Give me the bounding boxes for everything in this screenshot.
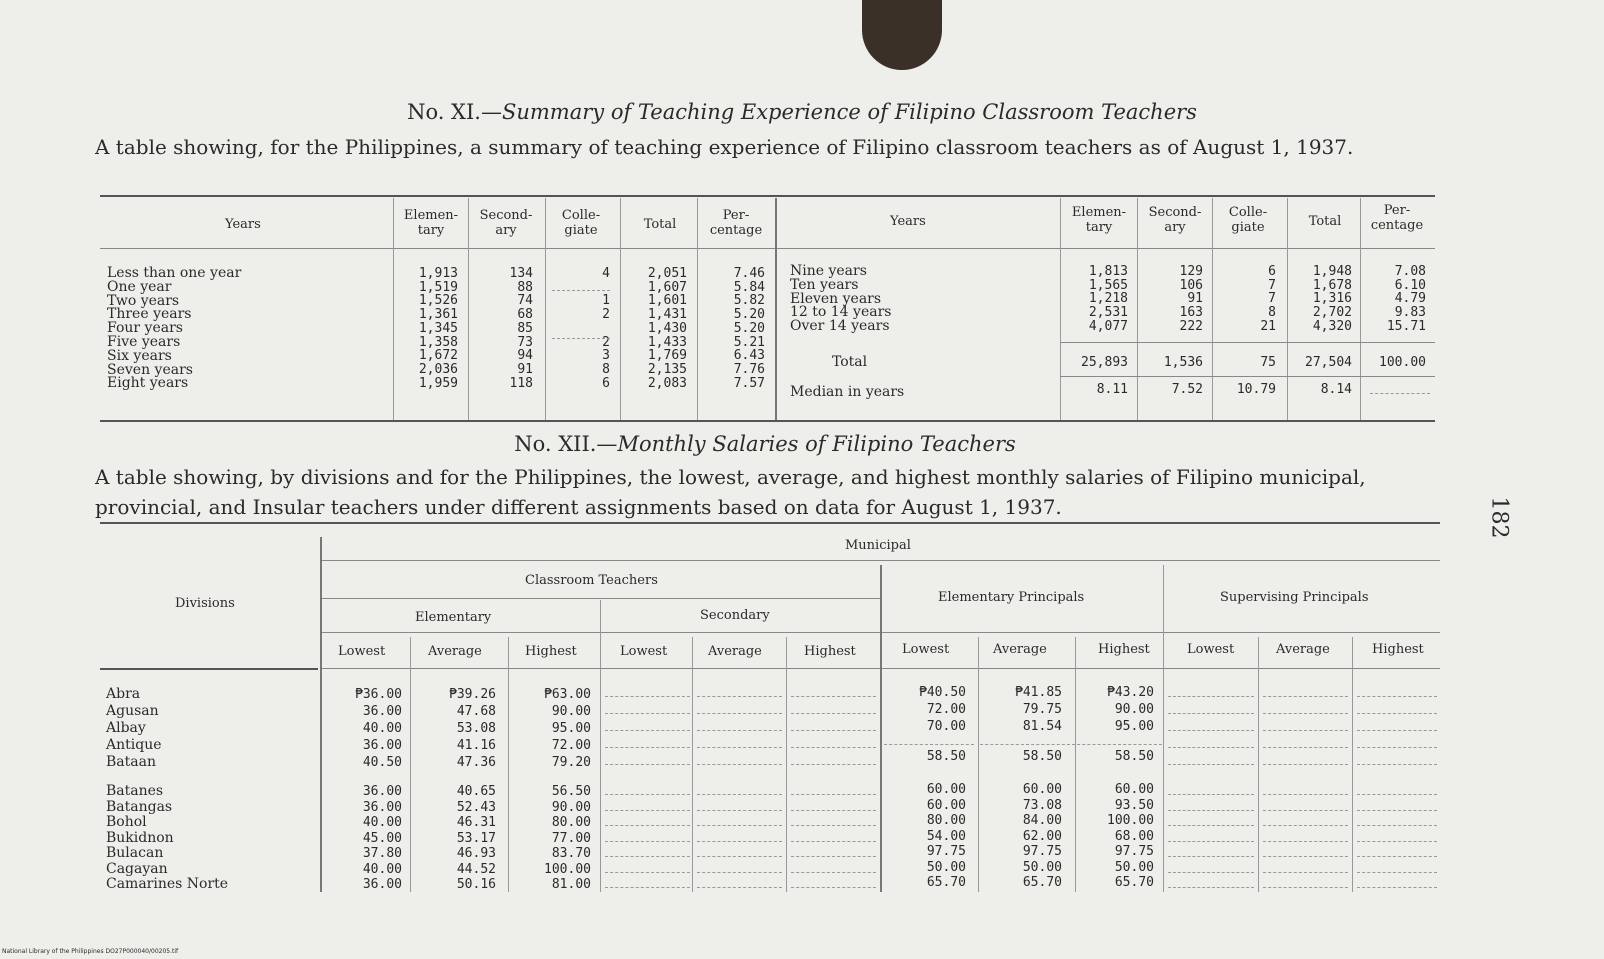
empty-cell-dash [605, 696, 690, 697]
empty-cell-dash [1263, 841, 1348, 842]
empty-cell-dash [697, 730, 782, 731]
empty-cell-dash [1263, 794, 1348, 795]
t11-right-years: Nine years Ten years Eleven years 12 to 14 years Over 14 years [790, 263, 892, 335]
empty-cell-dash [1263, 747, 1348, 748]
page-number: 182 [1486, 496, 1512, 539]
t11-header-percentage: Per-centage [709, 208, 763, 238]
t12-header-elementary: Elementary [415, 610, 492, 625]
t12-sub-highest-1: Highest [525, 644, 577, 659]
empty-cell-dash [697, 887, 782, 888]
t12-g2-ep-highest: 60.00 93.50 100.00 68.00 97.75 50.00 65.70 [1107, 782, 1154, 890]
empty-cell-dash [791, 810, 876, 811]
t11-left-collegiate: 4 1 2 2 3 8 6 [602, 266, 610, 391]
t12-vr-11 [1352, 637, 1353, 892]
empty-cell-dash [791, 825, 876, 826]
t12-vr-9 [1163, 565, 1164, 892]
t11-median-label: Median in years [790, 384, 905, 400]
t11-right-secondary: 129 106 91 163 222 [1179, 264, 1203, 334]
empty-cell-dash [605, 856, 690, 857]
t12-g2-el-highest: 56.50 90.00 80.00 77.00 83.70 100.00 81.00 [544, 784, 591, 892]
empty-cell-dash [1168, 696, 1254, 697]
empty-cell-dash [697, 794, 782, 795]
t11-vr-1 [393, 198, 394, 420]
empty-cell-dash [1357, 747, 1437, 748]
t12-header-divisions: Divisions [175, 596, 235, 611]
t11-total-elementary: 25,893 [1081, 355, 1128, 370]
empty-cell-dash [605, 730, 690, 731]
t12-sub-lowest-1: Lowest [338, 644, 386, 659]
t11-header-collegiate-2: Colle-giate [1228, 205, 1268, 235]
table-11-number: No. XI.— [407, 100, 502, 124]
t11-header-years-2: Years [890, 214, 926, 229]
t11-header-percentage-2: Per-centage [1370, 203, 1424, 233]
page-smudge [862, 0, 942, 70]
t12-sub-average-1: Average [428, 644, 482, 659]
empty-cell-dash [1357, 696, 1437, 697]
empty-cell-dash [1357, 887, 1437, 888]
t11-header-total: Total [643, 217, 677, 232]
t12-header-elementary-principals: Elementary Principals [938, 590, 1085, 605]
empty-cell-dash [605, 825, 690, 826]
empty-cell-dash [1357, 810, 1437, 811]
empty-cell-dash [605, 810, 690, 811]
t11-left-years: Less than one year One year Two years Three years Four years Five years Six years Seven years Eight years [107, 265, 242, 392]
t11-left-percentage: 7.46 5.84 5.82 5.20 5.20 5.21 6.43 7.76 7.57 [733, 266, 765, 391]
table-12-description: A table showing, by divisions and for the Philippines, the lowest, average, and highest monthly salaries of Filipino municipal, provincial, and Insular teachers under different assignments based on data for August 1, 1937. [95, 465, 1366, 519]
t11-left-elementary: 1,913 1,519 1,526 1,361 1,345 1,358 1,672 2,036 1,959 [418, 266, 458, 391]
t11-header-elementary-2: Elemen-tary [1071, 205, 1127, 235]
t12-municipal-rule [320, 560, 1440, 561]
t11-median-rule [1060, 376, 1435, 377]
t12-g2-ep-lowest: 60.00 60.00 80.00 54.00 97.75 50.00 65.70 [926, 782, 966, 890]
empty-cell-dash [791, 696, 876, 697]
t11-header-collegiate: Colle-giate [561, 208, 601, 238]
t12-g2-ep-average: 60.00 73.08 84.00 62.00 97.75 50.00 65.70 [1022, 782, 1062, 890]
t11-total-total: 27,504 [1305, 355, 1352, 370]
t11-header-secondary: Second-ary [479, 208, 533, 238]
t11-total-rule [1060, 342, 1435, 343]
empty-cell-dash [1263, 825, 1348, 826]
empty-cell-dash [697, 747, 782, 748]
empty-cell-dash [1168, 794, 1254, 795]
empty-cell-dash [1168, 887, 1254, 888]
empty-cell-dash [791, 764, 876, 765]
t12-bataan-ep-average: 58.50 [1022, 749, 1062, 764]
t11-median-total: 8.14 [1320, 382, 1352, 397]
empty-cell-dash [791, 747, 876, 748]
t12-g1-el-highest: ₱63.00 90.00 95.00 72.00 79.20 [544, 687, 591, 770]
t11-header-rule [100, 248, 1435, 249]
t12-g1-ep-highest: ₱43.20 90.00 95.00 [1107, 685, 1154, 734]
t12-g1-el-lowest: ₱36.00 36.00 40.00 36.00 40.50 [355, 687, 402, 770]
t11-header-total-2: Total [1308, 214, 1342, 229]
table-11-top-rule [100, 195, 1435, 197]
empty-cell-dash [605, 887, 690, 888]
empty-cell-dash [791, 713, 876, 714]
empty-cell-dash [1263, 887, 1348, 888]
t12-vr-3 [600, 600, 601, 892]
empty-cell-dash [1263, 856, 1348, 857]
t12-g2-el-average: 40.65 52.43 46.31 53.17 46.93 44.52 50.16 [456, 784, 496, 892]
empty-cell-dash [1168, 841, 1254, 842]
t11-vr-6 [1060, 198, 1061, 420]
t12-vr-10 [1258, 637, 1259, 892]
empty-cell-dash [791, 794, 876, 795]
t12-classroom-rule [320, 598, 880, 599]
t12-vr-0 [320, 537, 322, 892]
empty-cell-dash [791, 730, 876, 731]
t11-left-total: 2,051 1,607 1,601 1,431 1,430 1,433 1,769 2,135 2,083 [647, 266, 687, 391]
t11-right-elementary: 1,813 1,565 1,218 2,531 4,077 [1088, 264, 1128, 334]
empty-cell-dash [1357, 713, 1437, 714]
t12-g1-divisions: Abra Agusan Albay Antique Bataan [106, 686, 162, 770]
table-12-caption: Monthly Salaries of Filipino Teachers [617, 432, 1016, 456]
t12-vr-1 [410, 637, 411, 892]
t12-vr-4 [692, 637, 693, 892]
table-11-title [0, 100, 1604, 124]
t12-vr-5 [786, 637, 787, 892]
t11-vr-7 [1137, 198, 1138, 420]
t11-total-label: Total [832, 354, 868, 370]
t12-header-supervising-principals: Supervising Principals [1220, 590, 1369, 605]
t12-bataan-ep-highest: 58.50 [1114, 749, 1154, 764]
t12-sub-average-3: Average [993, 642, 1047, 657]
t12-sub-highest-2: Highest [804, 644, 856, 659]
t12-vr-7 [978, 637, 979, 892]
empty-cell-dash [605, 713, 690, 714]
table-12-number: No. XII.— [514, 432, 618, 456]
empty-cell-dash [791, 856, 876, 857]
empty-cell-dash [1072, 744, 1162, 745]
empty-cell-dash [1263, 730, 1348, 731]
t11-right-total: 1,948 1,678 1,316 2,702 4,320 [1312, 264, 1352, 334]
t11-median-collegiate: 10.79 [1236, 382, 1276, 397]
empty-cell-dash [697, 810, 782, 811]
t12-g1-ep-lowest: ₱40.50 72.00 70.00 [919, 685, 966, 734]
t12-divisions-rule [100, 668, 318, 670]
empty-cell-dash [1357, 794, 1437, 795]
empty-cell-dash [1357, 730, 1437, 731]
table-12-title [0, 432, 1530, 456]
t12-sub-lowest-2: Lowest [620, 644, 668, 659]
t11-median-secondary: 7.52 [1171, 382, 1203, 397]
t12-header-classroom: Classroom Teachers [525, 573, 658, 588]
empty-cell-dash [1168, 810, 1254, 811]
t12-g2-el-lowest: 36.00 36.00 40.00 45.00 37.80 40.00 36.00 [362, 784, 402, 892]
empty-cell-dash [605, 764, 690, 765]
empty-cell-dash [552, 338, 610, 339]
t11-vr-4 [620, 198, 621, 420]
empty-cell-dash [791, 887, 876, 888]
t12-g2-divisions: Batanes Batangas Bohol Bukidnon Bulacan Cagayan Camarines Norte [106, 783, 229, 892]
empty-cell-dash [1168, 856, 1254, 857]
t11-total-secondary: 1,536 [1163, 355, 1203, 370]
t12-bataan-ep-lowest: 58.50 [926, 749, 966, 764]
t11-left-secondary: 134 88 74 68 85 73 94 91 118 [509, 266, 533, 391]
t11-vr-9 [1287, 198, 1288, 420]
t11-vr-3 [545, 198, 546, 420]
empty-cell-dash [1357, 872, 1437, 873]
empty-cell-dash [1263, 872, 1348, 873]
t12-header-municipal: Municipal [845, 538, 911, 553]
t11-header-years: Years [225, 217, 261, 232]
empty-cell-dash [1357, 764, 1437, 765]
t11-vr-8 [1212, 198, 1213, 420]
table-11-description: A table showing, for the Philippines, a summary of teaching experience of Filipino classroom teachers as of August 1, 1937. [95, 135, 1354, 159]
empty-cell-dash [697, 825, 782, 826]
empty-cell-dash [884, 744, 974, 745]
empty-cell-dash [697, 872, 782, 873]
table-11-caption: Summary of Teaching Experience of Filipino Classroom Teachers [501, 100, 1197, 124]
empty-cell-dash [697, 713, 782, 714]
empty-cell-dash [1357, 856, 1437, 857]
empty-cell-dash [1168, 872, 1254, 873]
empty-cell-dash [605, 794, 690, 795]
t11-header-secondary-2: Second-ary [1148, 205, 1202, 235]
t11-right-collegiate: 6 7 7 8 21 [1260, 264, 1276, 334]
t11-vr-middle [775, 198, 777, 420]
t12-g1-el-average: ₱39.26 47.68 53.08 41.16 47.36 [449, 687, 496, 770]
empty-cell-dash [605, 841, 690, 842]
table-12-top-rule [100, 522, 1440, 524]
t12-vr-6 [880, 565, 882, 892]
t12-sub-lowest-4: Lowest [1187, 642, 1235, 657]
empty-cell-dash [697, 696, 782, 697]
t11-vr-2 [468, 198, 469, 420]
t12-sub-average-4: Average [1276, 642, 1330, 657]
t12-sub-highest-4: Highest [1372, 642, 1424, 657]
t12-header-secondary: Secondary [700, 608, 770, 623]
t11-total-collegiate: 75 [1260, 355, 1276, 370]
t11-header-elementary: Elemen-tary [403, 208, 459, 238]
empty-cell-dash [791, 841, 876, 842]
empty-cell-dash [1263, 713, 1348, 714]
empty-cell-dash [552, 290, 610, 291]
footer-watermark: National Library of the Philippines DO27P000040/00205.tif [2, 948, 179, 955]
empty-cell-dash [1263, 810, 1348, 811]
empty-cell-dash [1168, 825, 1254, 826]
empty-cell-dash [1168, 764, 1254, 765]
empty-cell-dash [697, 764, 782, 765]
empty-cell-dash [1263, 696, 1348, 697]
empty-cell-dash [791, 872, 876, 873]
empty-cell-dash [1263, 764, 1348, 765]
empty-cell-dash [605, 872, 690, 873]
empty-cell-dash [980, 744, 1070, 745]
t11-right-percentage: 7.08 6.10 4.79 9.83 15.71 [1386, 264, 1426, 334]
t12-vr-2 [508, 637, 509, 892]
t12-vr-8 [1075, 637, 1076, 892]
empty-cell-dash [1168, 747, 1254, 748]
empty-cell-dash [1357, 841, 1437, 842]
t12-sub-lowest-3: Lowest [902, 642, 950, 657]
empty-cell-dash [605, 747, 690, 748]
empty-cell-dash [1357, 825, 1437, 826]
t11-vr-10 [1360, 198, 1361, 420]
t11-median-percentage-blank [1370, 393, 1430, 394]
t12-sub-average-2: Average [708, 644, 762, 659]
t11-vr-5 [697, 198, 698, 420]
table-11-bottom-rule [100, 420, 1435, 422]
empty-cell-dash [697, 841, 782, 842]
empty-cell-dash [1168, 730, 1254, 731]
empty-cell-dash [1168, 713, 1254, 714]
t11-median-elementary: 8.11 [1096, 382, 1128, 397]
t11-total-percentage: 100.00 [1379, 355, 1426, 370]
empty-cell-dash [697, 856, 782, 857]
t12-sub-highest-3: Highest [1098, 642, 1150, 657]
t12-g1-ep-average: ₱41.85 79.75 81.54 [1015, 685, 1062, 734]
